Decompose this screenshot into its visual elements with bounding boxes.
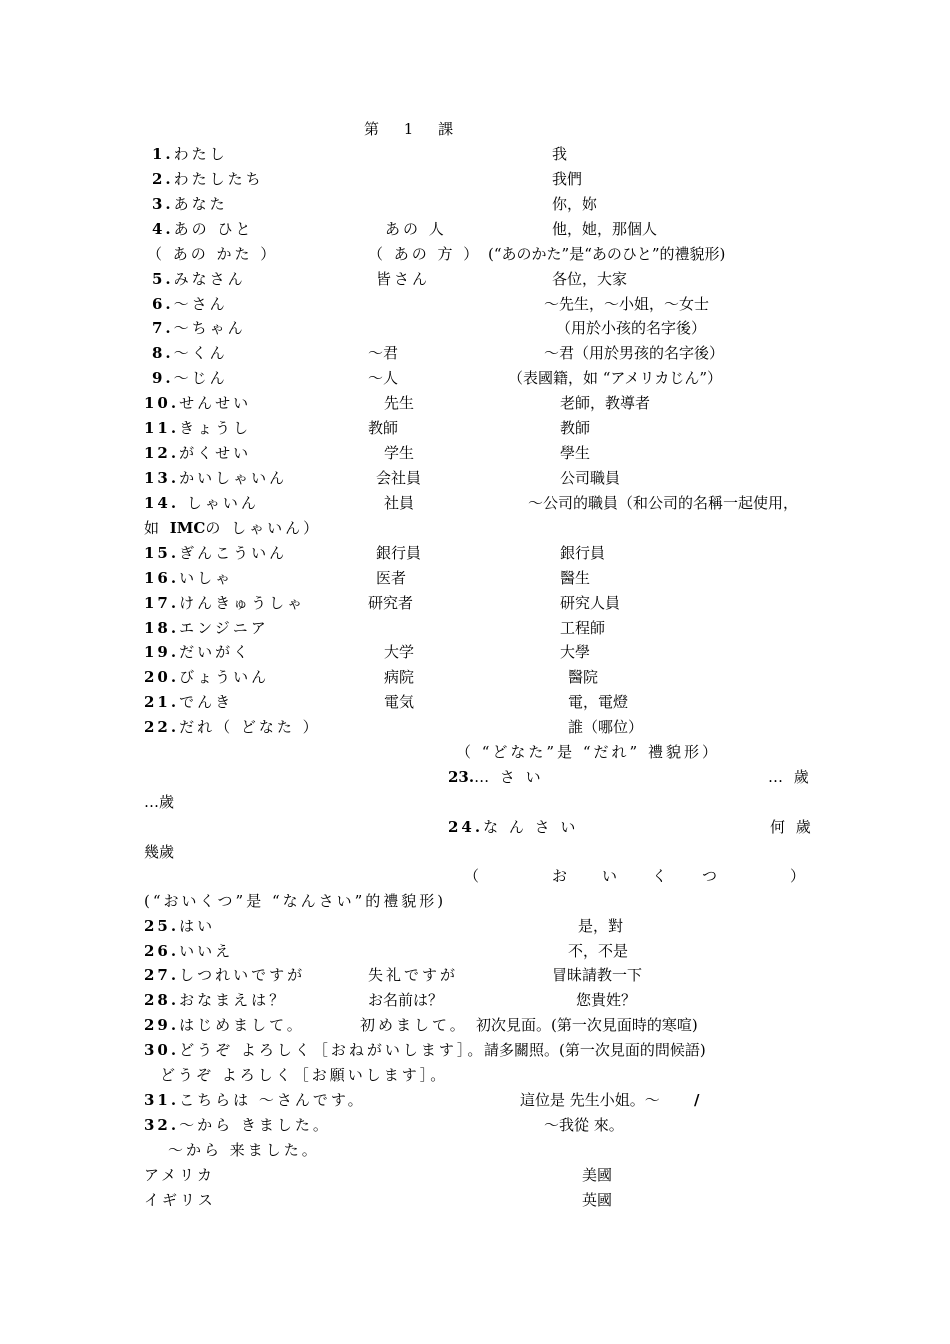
vocab-row-kana: 7.～ちゃん xyxy=(152,319,246,337)
vocab-row-kana: 8.～くん xyxy=(152,344,228,362)
vocab-row-meaning: 醫院 xyxy=(568,668,599,686)
vocab-row-meaning: 公司職員 xyxy=(560,469,621,487)
vocab-row-meaning: 老師，教導者 xyxy=(560,394,651,412)
vocab-row-meaning: 我們 xyxy=(552,170,583,188)
vocab-row-continuation: 如 IMCの しゃいん） xyxy=(144,519,322,537)
vocab-row-kana: 18.エンジニア xyxy=(144,619,269,637)
vocab-row-kanji: 社員 xyxy=(384,494,415,512)
vocab-row-kana: 26.いいえ xyxy=(144,942,234,960)
vocab-row-kanji: 教師 xyxy=(368,419,399,437)
vocab-row-kanji: 皆さん xyxy=(376,270,431,288)
vocab-row-kana: 17.けんきゅうしゃ xyxy=(144,594,306,612)
vocab-row-kana: 30.どうぞ よろしく［おねがいします］。 xyxy=(144,1041,486,1059)
vocab-row-kana: 21.でんき xyxy=(144,693,234,711)
vocab-row-kana: （ あの かた ） xyxy=(147,245,279,263)
vocab-row-meaning: （用於小孩的名字後） xyxy=(556,319,707,337)
vocab-row-kana: 5.みなさん xyxy=(152,270,246,288)
vocab-row-meaning: 這位是 先生小姐。～ xyxy=(520,1091,660,1109)
vocab-row-kana: 3.あなた xyxy=(152,195,228,213)
vocab-row-continuation: …歲 xyxy=(144,793,175,811)
vocab-note: （ “どなた”是 “だれ” 禮貌形） xyxy=(456,743,720,761)
vocab-row-meaning: 不，不是 xyxy=(568,942,629,960)
vocab-slash: / xyxy=(694,1091,700,1109)
vocab-paren-kana: お xyxy=(552,867,568,885)
vocab-row-kana: 4.あの ひと xyxy=(152,220,254,238)
vocab-row-kana: 6.～さん xyxy=(152,295,228,313)
vocab-row-kana: アメリカ xyxy=(144,1166,215,1184)
vocab-paren-kana: つ xyxy=(702,867,718,885)
vocab-row-kanji: ～君 xyxy=(368,344,399,362)
vocab-row-kana: 29.はじめまして。 xyxy=(144,1016,305,1034)
vocab-row-meaning: ～公司的職員（和公司的名稱一起使用， xyxy=(528,494,799,512)
vocab-row-kana: 23.… さ い xyxy=(448,768,544,786)
vocab-row-kanji: あの 人 xyxy=(385,220,447,238)
vocab-row-meaning: 工程師 xyxy=(560,619,606,637)
vocab-row-meaning: ～我從 來。 xyxy=(544,1116,624,1134)
vocab-row-kana: 19.だいがく xyxy=(144,643,252,661)
vocab-row-kanji: 電気 xyxy=(384,693,415,711)
vocab-row-meaning: 美國 xyxy=(582,1166,613,1184)
vocab-row-kanji: 初めまして。 xyxy=(360,1016,468,1034)
vocab-row-kana: 13.かいしゃいん xyxy=(144,469,288,487)
vocab-row-kana: 16.いしゃ xyxy=(144,569,234,587)
vocab-row-kana: 10.せんせい xyxy=(144,394,252,412)
vocab-row-kana: 11.きょうし xyxy=(144,419,252,437)
vocab-row-kanji: 学生 xyxy=(384,444,415,462)
vocab-row-meaning: （表國籍，如 “アメリカじん”） xyxy=(508,369,723,387)
vocab-row-kanji: （ あの 方 ） xyxy=(368,245,482,263)
vocab-row-kanji: 病院 xyxy=(384,668,415,686)
vocab-row-meaning: 初次見面。(第一次見面時的寒喧) xyxy=(476,1016,698,1034)
vocab-row-meaning: ～先生，～小姐，～女士 xyxy=(544,295,710,313)
vocab-row-meaning: 教師 xyxy=(560,419,591,437)
vocab-row-meaning: 醫生 xyxy=(560,569,591,587)
vocab-row-meaning: ～君（用於男孩的名字後） xyxy=(544,344,725,362)
vocab-row-kana: 20.びょういん xyxy=(144,668,270,686)
vocab-paren-kana: く xyxy=(652,867,668,885)
page-title: 第 1 課 xyxy=(364,120,464,138)
vocab-row-kana: 9.～じん xyxy=(152,369,228,387)
vocab-paren-open: （ xyxy=(464,867,480,885)
vocab-row-meaning: 研究人員 xyxy=(560,594,621,612)
vocab-row-kana: 32.～から きました。 xyxy=(144,1116,331,1134)
vocab-row-meaning: 請多關照。(第一次見面的問候語) xyxy=(484,1041,706,1059)
vocab-row-kana: 14. しゃいん xyxy=(144,494,259,512)
vocab-row-meaning: 是，對 xyxy=(578,917,624,935)
vocab-row-meaning: 冒昧請教一下 xyxy=(552,966,643,984)
vocab-row-kana: 28.おなまえは？ xyxy=(144,991,288,1009)
vocab-row-meaning: … 歲 xyxy=(768,768,812,786)
vocab-row-continuation: ～から 来ました。 xyxy=(168,1141,320,1159)
vocab-row-meaning: 大學 xyxy=(560,643,591,661)
vocab-row-kana: 15.ぎんこういん xyxy=(144,544,288,562)
vocab-row-meaning: 你，妳 xyxy=(552,195,598,213)
vocab-row-meaning: 何 歲 xyxy=(770,818,814,836)
vocab-row-meaning: 銀行員 xyxy=(560,544,606,562)
vocab-row-kanji: 会社員 xyxy=(376,469,422,487)
vocab-row-meaning: 您貴姓？ xyxy=(576,991,637,1009)
vocab-row-kana: 2.わたしたち xyxy=(152,170,264,188)
vocab-row-meaning: 各位，大家 xyxy=(552,270,628,288)
vocab-row-kana: イギリス xyxy=(144,1191,216,1209)
vocab-row-kana: 25.はい xyxy=(144,917,216,935)
vocab-row-meaning: 英國 xyxy=(582,1191,613,1209)
vocab-row-kanji: 大学 xyxy=(384,643,415,661)
vocab-row-kana: 12.がくせい xyxy=(144,444,252,462)
vocab-row-meaning: (“あのかた”是“あのひと”的禮貌形) xyxy=(488,245,726,263)
vocab-row-kana: 1.わたし xyxy=(152,145,228,163)
vocab-row-meaning: 我 xyxy=(552,145,568,163)
vocab-row-kanji: 研究者 xyxy=(368,594,414,612)
vocab-row-kanji: 医者 xyxy=(376,569,407,587)
vocab-row-meaning: 電，電燈 xyxy=(568,693,629,711)
vocab-row-meaning: 誰（哪位） xyxy=(568,718,644,736)
vocab-row-continuation: 幾歲 xyxy=(144,843,175,861)
vocab-row-kana: 31.こちらは ～さんです。 xyxy=(144,1091,366,1109)
vocab-paren-kana: い xyxy=(602,867,618,885)
vocab-paren-close: ） xyxy=(790,867,806,885)
vocab-row-meaning: 他，她，那個人 xyxy=(552,220,658,238)
vocab-row-kanji: ～人 xyxy=(368,369,399,387)
vocab-row-meaning: 學生 xyxy=(560,444,591,462)
vocab-row-kanji: 先生 xyxy=(384,394,415,412)
vocab-row-kana: 22.だれ（ どなた ） xyxy=(144,718,321,736)
vocab-row-kanji: 銀行員 xyxy=(376,544,422,562)
vocab-row-kanji: 失礼ですが xyxy=(368,966,459,984)
vocab-row-kanji: お名前は？ xyxy=(368,991,444,1009)
vocab-row-continuation: (“おいくつ”是 “なんさい”的禮貌形) xyxy=(144,892,447,910)
vocab-row-continuation: どうぞ よろしく［お願いします］。 xyxy=(160,1066,449,1084)
vocab-row-kana: 27.しつれいですが xyxy=(144,966,306,984)
vocab-row-kana: 24.な ん さ い xyxy=(448,818,579,836)
